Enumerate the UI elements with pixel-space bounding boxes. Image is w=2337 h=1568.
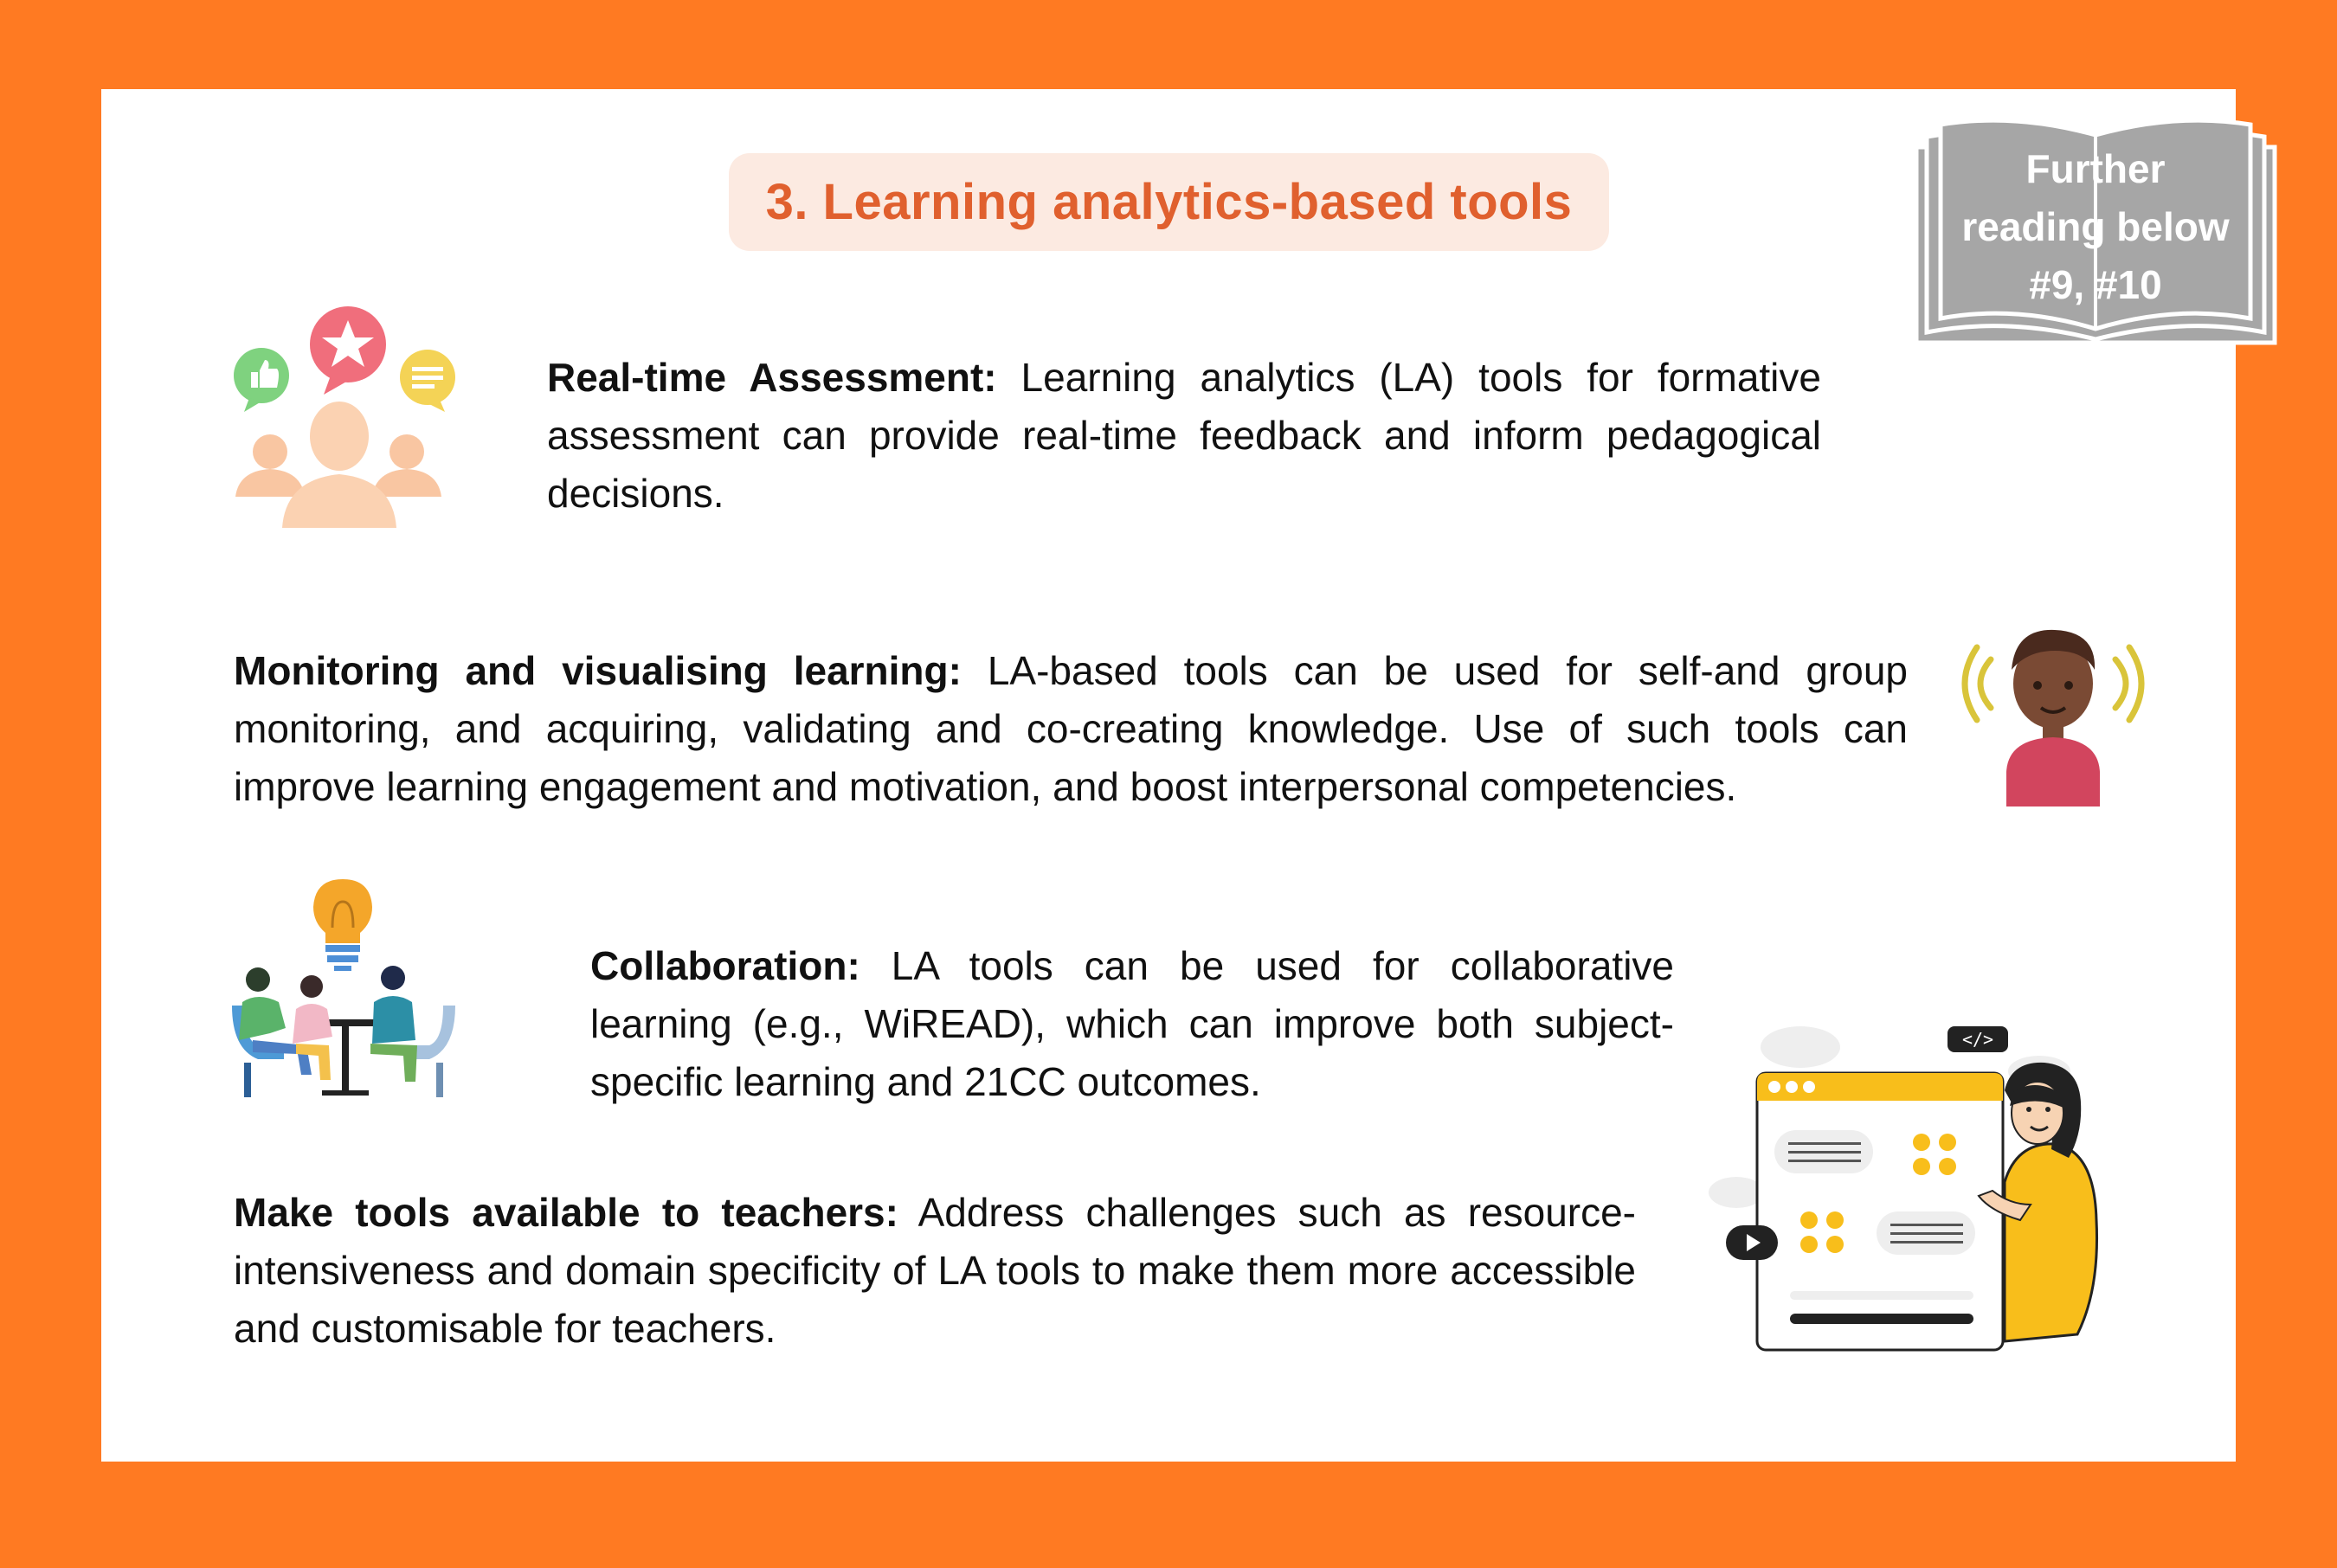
section-heading: Monitoring and visualising learning:	[234, 648, 962, 693]
section-monitoring	[234, 642, 1908, 816]
further-reading-line-3: #9, #10	[2029, 262, 2162, 307]
collaboration-team-icon	[232, 876, 457, 1097]
section-heading: Collaboration:	[590, 943, 860, 988]
section-collaboration	[590, 937, 1674, 1111]
section-real-time-assessment	[547, 349, 1821, 523]
page-title: 3. Learning analytics-based tools	[765, 174, 1573, 230]
section-heading: Make tools available to teachers:	[234, 1190, 898, 1235]
speaking-person-icon	[1958, 625, 2148, 808]
feedback-group-icon	[227, 305, 460, 531]
code-tag-label: </>	[1961, 1029, 1994, 1050]
section-teacher-tools	[234, 1184, 1636, 1358]
title-pill	[729, 153, 1609, 251]
section-body: LA-based tools can be used for self-and group monitoring, and acquiring, validating and co-creating knowledge. Use of such tools can improve learning engagement and motivation, and boost interpersonal competencies.	[234, 648, 1908, 809]
further-reading-label	[1920, 140, 2271, 314]
section-heading: Real-time Assessment:	[547, 355, 997, 400]
further-reading-line-1: Further	[2025, 146, 2166, 191]
section-body: Learning analytics (LA) tools for formative assessment can provide real-time feedback and inform pedagogical decisions.	[547, 355, 1821, 516]
further-reading-line-2: reading below	[1961, 204, 2230, 249]
section-body: Address challenges such as resource-intensiveness and domain specificity of LA tools to make them more accessible and customisable for teachers.	[234, 1190, 1636, 1351]
online-tutor-icon	[1705, 1012, 2112, 1359]
section-body: LA tools can be used for collaborative learning (e.g., WiREAD), which can improve both subject-specific learning and 21CC outcomes.	[590, 943, 1674, 1104]
